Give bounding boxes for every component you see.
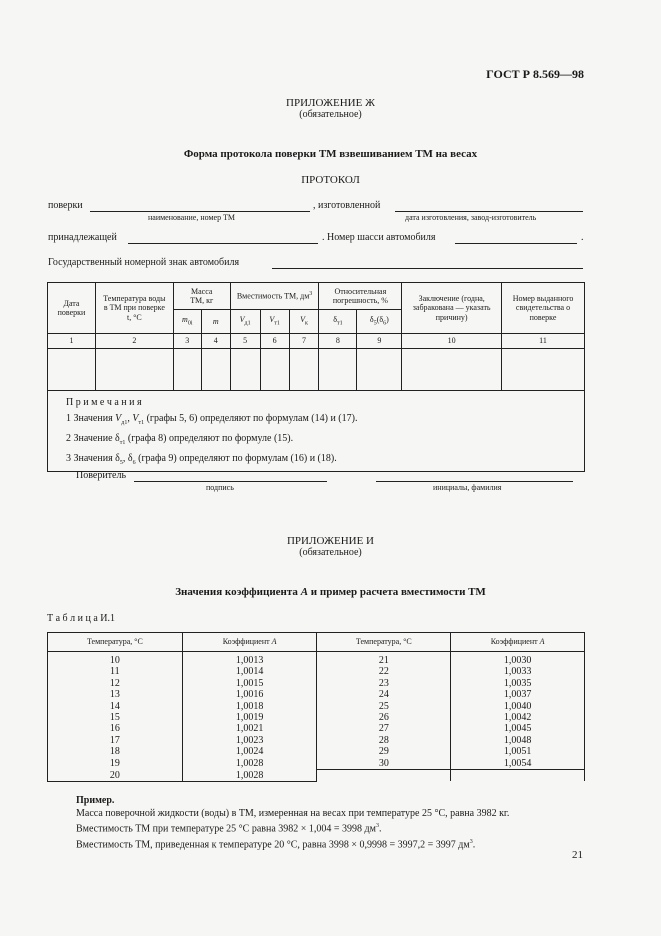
protocol-title: ПРОТОКОЛ [301, 174, 360, 186]
signature-line-sign [134, 481, 327, 482]
note-2-b: (графа 8) определяют по формуле (15). [125, 433, 294, 444]
cell-empty [357, 349, 402, 391]
col-temp-header: Температура воды в ТМ при поверке t, °С [95, 283, 173, 334]
note-1-v2-idx: т [138, 420, 142, 426]
coef-right-temp: 26 [317, 712, 451, 723]
header-coef-left-text: Коэффициент [222, 637, 272, 647]
col-error-header: Относительная погрешность, % [319, 283, 402, 310]
heading-part-b: и пример расчета вместимости ТМ [308, 586, 486, 598]
sub-vol-vd-idx2: 1 [247, 320, 251, 327]
appendix-i-status: (обязательное) [299, 547, 362, 558]
form-line-tm-name [90, 211, 310, 212]
note-1-v-idx: д [121, 420, 125, 426]
coefficient-table [47, 632, 585, 782]
col-num: 10 [402, 334, 502, 349]
coef-left-temp: 19 [48, 758, 183, 770]
example-line-3-end: . [472, 839, 476, 851]
form-title: Форма протокола поверки ТМ взвешиванием ТМ на весах [183, 148, 478, 160]
sub-err-d5-var: δ [369, 315, 374, 325]
coef-left-value: 1,0014 [182, 666, 317, 677]
coef-left-temp: 12 [48, 678, 183, 689]
note-1-v: V [115, 413, 122, 424]
note-3 [66, 451, 584, 471]
signature-line-name [376, 481, 573, 482]
coef-right-temp: 25 [317, 701, 451, 712]
col-num: 4 [201, 334, 230, 349]
notes-cell [48, 391, 585, 472]
sub-vol-vd [230, 310, 260, 334]
coef-right-value: 1,0042 [451, 712, 585, 723]
form-line-plate [272, 268, 583, 269]
coef-row [48, 652, 585, 667]
sub-mass-m [201, 310, 230, 334]
coef-left-value: 1,0023 [182, 735, 317, 746]
coef-right-temp: 21 [317, 652, 451, 667]
header-coef-right-text: Коэффициент [490, 637, 540, 647]
signature-label: Поверитель [76, 470, 127, 481]
example-line-2-sup: 3 [375, 823, 379, 829]
page-number: 21 [572, 849, 583, 861]
coef-right-temp: 29 [317, 746, 451, 757]
sub-vol-vt-idx: т [274, 320, 277, 327]
coef-right-temp: 27 [317, 723, 451, 734]
coef-right-value: 1,0040 [451, 701, 585, 712]
example-title: Пример. [76, 795, 115, 806]
note-3-b: (графа 9) определяют по формулам (16) и (18). [135, 453, 337, 464]
form-dot: . [581, 232, 584, 243]
volume-header-text: Вместимость ТМ, дм [236, 291, 310, 301]
coef-right-temp: 24 [317, 689, 451, 700]
sub-mass-m0i-var: m [182, 315, 188, 325]
header-coef-right [451, 633, 585, 652]
coef-right-value: 1,0030 [451, 652, 585, 667]
coef-row [48, 770, 585, 782]
note-1 [66, 411, 584, 431]
sub-err-dt-idx: т [337, 320, 340, 327]
coefficient-rows [48, 652, 585, 782]
note-1-v2: V [132, 413, 139, 424]
coef-left-temp: 14 [48, 701, 183, 712]
sub-vol-vt-var: V [269, 315, 275, 325]
form-line-owner [128, 243, 318, 244]
coef-left-value: 1,0028 [182, 758, 317, 770]
table-label: Т а б л и ц а И.1 [47, 613, 115, 624]
form-label-manufactured: , изготовленной [313, 200, 381, 211]
sub-err-dt-var: δ [333, 315, 337, 325]
coef-left-temp: 17 [48, 735, 183, 746]
coef-left-temp: 16 [48, 723, 183, 734]
coef-left-value: 1,0013 [182, 652, 317, 667]
notes-title: П р и м е ч а н и я [66, 397, 142, 408]
coef-left-value: 1,0028 [182, 770, 317, 782]
cell-empty [48, 349, 96, 391]
coef-left-value: 1,0015 [182, 678, 317, 689]
cell-empty [95, 349, 173, 391]
data-row-empty [48, 349, 585, 391]
col-num: 9 [357, 334, 402, 349]
coef-right-value: 1,0033 [451, 666, 585, 677]
coef-row [48, 746, 585, 757]
note-3-sep: , [122, 453, 128, 464]
sub-mass-m0i [173, 310, 201, 334]
header-temp-right: Температура, °С [317, 633, 451, 652]
coef-right-temp: 28 [317, 735, 451, 746]
note-3-d-idx: 5 [119, 460, 123, 466]
header-coef-left [182, 633, 317, 652]
col-volume-header [230, 283, 319, 310]
col-certificate-header: Номер выданного свидетельства о поверке [502, 283, 585, 334]
coef-right-value: 1,0045 [451, 723, 585, 734]
sub-vol-vd-var: V [239, 315, 245, 325]
sub-mass-m0i-idx: 0i [187, 320, 193, 327]
coef-row [48, 735, 585, 746]
coef-right-value: 1,0051 [451, 746, 585, 757]
appendix-i-heading [0, 586, 661, 598]
appendix-zh-status: (обязательное) [299, 109, 362, 120]
coef-left-value: 1,0024 [182, 746, 317, 757]
cell-empty [230, 349, 260, 391]
col-num: 2 [95, 334, 173, 349]
col-num: 1 [48, 334, 96, 349]
coef-row [48, 666, 585, 677]
protocol-table [47, 282, 585, 472]
sub-vol-vk-var: V [300, 315, 305, 325]
coef-left-value: 1,0016 [182, 689, 317, 700]
col-num: 6 [260, 334, 289, 349]
form-label-poverki: поверки [48, 200, 83, 211]
note-1-v2-idx2: 1 [141, 420, 145, 426]
example-line-3 [76, 836, 509, 852]
example-line-1: Масса поверочной жидкости (воды) в ТМ, измеренная на весах при температуре 25 °С, равна 3982 кг. [76, 807, 510, 819]
note-2-d-idx2: 1 [122, 440, 126, 446]
note-1-b: (графы 5, 6) определяют по формулам (14) и (17). [144, 413, 358, 424]
coef-right-value: 1,0037 [451, 689, 585, 700]
note-2-a: 2 Значение [66, 433, 116, 444]
caption-manufacture: дата изготовления, завод-изготовитель [405, 213, 537, 222]
coef-left-temp: 20 [48, 770, 183, 782]
sub-vol-vt-idx2: 1 [276, 320, 280, 327]
appendix-zh-title: ПРИЛОЖЕНИЕ Ж [286, 97, 375, 109]
col-num: 3 [173, 334, 201, 349]
header-temp-left: Температура, °С [48, 633, 183, 652]
sub-vol-vk [289, 310, 319, 334]
col-num: 5 [230, 334, 260, 349]
form-line-chassis [455, 243, 577, 244]
coef-row [48, 701, 585, 712]
col-date-header: Дата поверки [48, 283, 96, 334]
coef-right-value: 1,0048 [451, 735, 585, 746]
coef-right-value [451, 770, 585, 782]
note-3-d: δ [115, 453, 120, 464]
coef-right-temp: 23 [317, 678, 451, 689]
form-line-manufacture [395, 211, 583, 212]
sub-err-d6-close: ) [386, 315, 389, 325]
note-2 [66, 431, 584, 451]
coef-left-temp: 13 [48, 689, 183, 700]
sub-err-d5-idx: 5 [373, 320, 377, 327]
coef-row [48, 723, 585, 734]
sub-vol-vt [260, 310, 289, 334]
example-line-2-end: . [378, 823, 382, 835]
cell-empty [502, 349, 585, 391]
col-num: 11 [502, 334, 585, 349]
coef-right-value: 1,0035 [451, 678, 585, 689]
coef-left-value: 1,0021 [182, 723, 317, 734]
note-1-sep: , [127, 413, 133, 424]
sub-err-dt [319, 310, 357, 334]
sub-mass-m-var: m [212, 316, 219, 326]
coef-left-value: 1,0018 [182, 701, 317, 712]
cell-empty [173, 349, 201, 391]
coef-left-temp: 10 [48, 652, 183, 667]
coef-row [48, 712, 585, 723]
example-block [76, 795, 509, 852]
heading-var: А [300, 586, 309, 598]
coef-row [48, 678, 585, 689]
coef-row [48, 689, 585, 700]
cell-empty [260, 349, 289, 391]
appendix-i-title: ПРИЛОЖЕНИЕ И [286, 535, 374, 547]
cell-empty [201, 349, 230, 391]
cell-empty [319, 349, 357, 391]
col-mass-header: Масса ТМ, кг [173, 283, 230, 310]
column-number-row [48, 334, 585, 349]
header-coef-right-var: А [539, 637, 545, 647]
col-conclusion-header: Заключение (годна, забракована — указать причину) [402, 283, 502, 334]
sub-err-d5 [357, 310, 402, 334]
caption-name: инициалы, фамилия [433, 483, 502, 492]
example-line-2-text: Вместимость ТМ при температуре 25 °С равна 3982 × 1,004 = 3998 дм [76, 823, 376, 835]
caption-sign: подпись [206, 483, 234, 492]
cell-empty [402, 349, 502, 391]
form-label-plate: Государственный номерной знак автомобиля [48, 257, 240, 268]
volume-header-sup: 3 [309, 291, 313, 298]
header-coef-left-var: А [271, 637, 277, 647]
sub-err-d6-idx: 6 [383, 320, 387, 327]
coef-right-temp: 22 [317, 666, 451, 677]
example-line-3-text: Вместимость ТМ, приведенная к температуре 20 °С, равна 3998 × 0,9998 = 3997,2 = 3997 дм [76, 839, 470, 851]
note-1-v-idx2: 1 [124, 420, 128, 426]
note-2-d: δ [115, 433, 120, 444]
coef-right-temp: 30 [317, 758, 451, 770]
note-2-d-idx: т [119, 440, 123, 446]
sub-vol-vd-idx: д [244, 320, 248, 327]
form-label-chassis: . Номер шасси автомобиля [322, 232, 436, 243]
coef-right-value: 1,0054 [451, 758, 585, 770]
coef-right-temp [317, 770, 451, 782]
example-line-3-sup: 3 [469, 838, 473, 845]
document-code: ГОСТ Р 8.569—98 [486, 67, 584, 81]
col-num: 7 [289, 334, 319, 349]
note-1-a: 1 Значения [66, 413, 116, 424]
sub-vol-vk-idx: к [304, 320, 308, 327]
coef-left-value: 1,0019 [182, 712, 317, 723]
note-3-d2-idx: 6 [132, 460, 136, 466]
heading-part-a: Значения коэффициента [175, 586, 301, 598]
coef-row [48, 758, 585, 770]
caption-tm-name: наименование, номер ТМ [148, 213, 235, 222]
sub-err-dt-idx2: 1 [339, 320, 343, 327]
cell-empty [289, 349, 319, 391]
example-line-2 [76, 820, 509, 836]
form-label-owner: принадлежащей [48, 232, 117, 243]
note-3-a: 3 Значения [66, 453, 116, 464]
col-num: 8 [319, 334, 357, 349]
coef-left-temp: 11 [48, 666, 183, 677]
coef-left-temp: 18 [48, 746, 183, 757]
note-3-d2: δ [127, 453, 133, 464]
coef-left-temp: 15 [48, 712, 183, 723]
sub-err-d6-open: (δ [376, 315, 384, 325]
